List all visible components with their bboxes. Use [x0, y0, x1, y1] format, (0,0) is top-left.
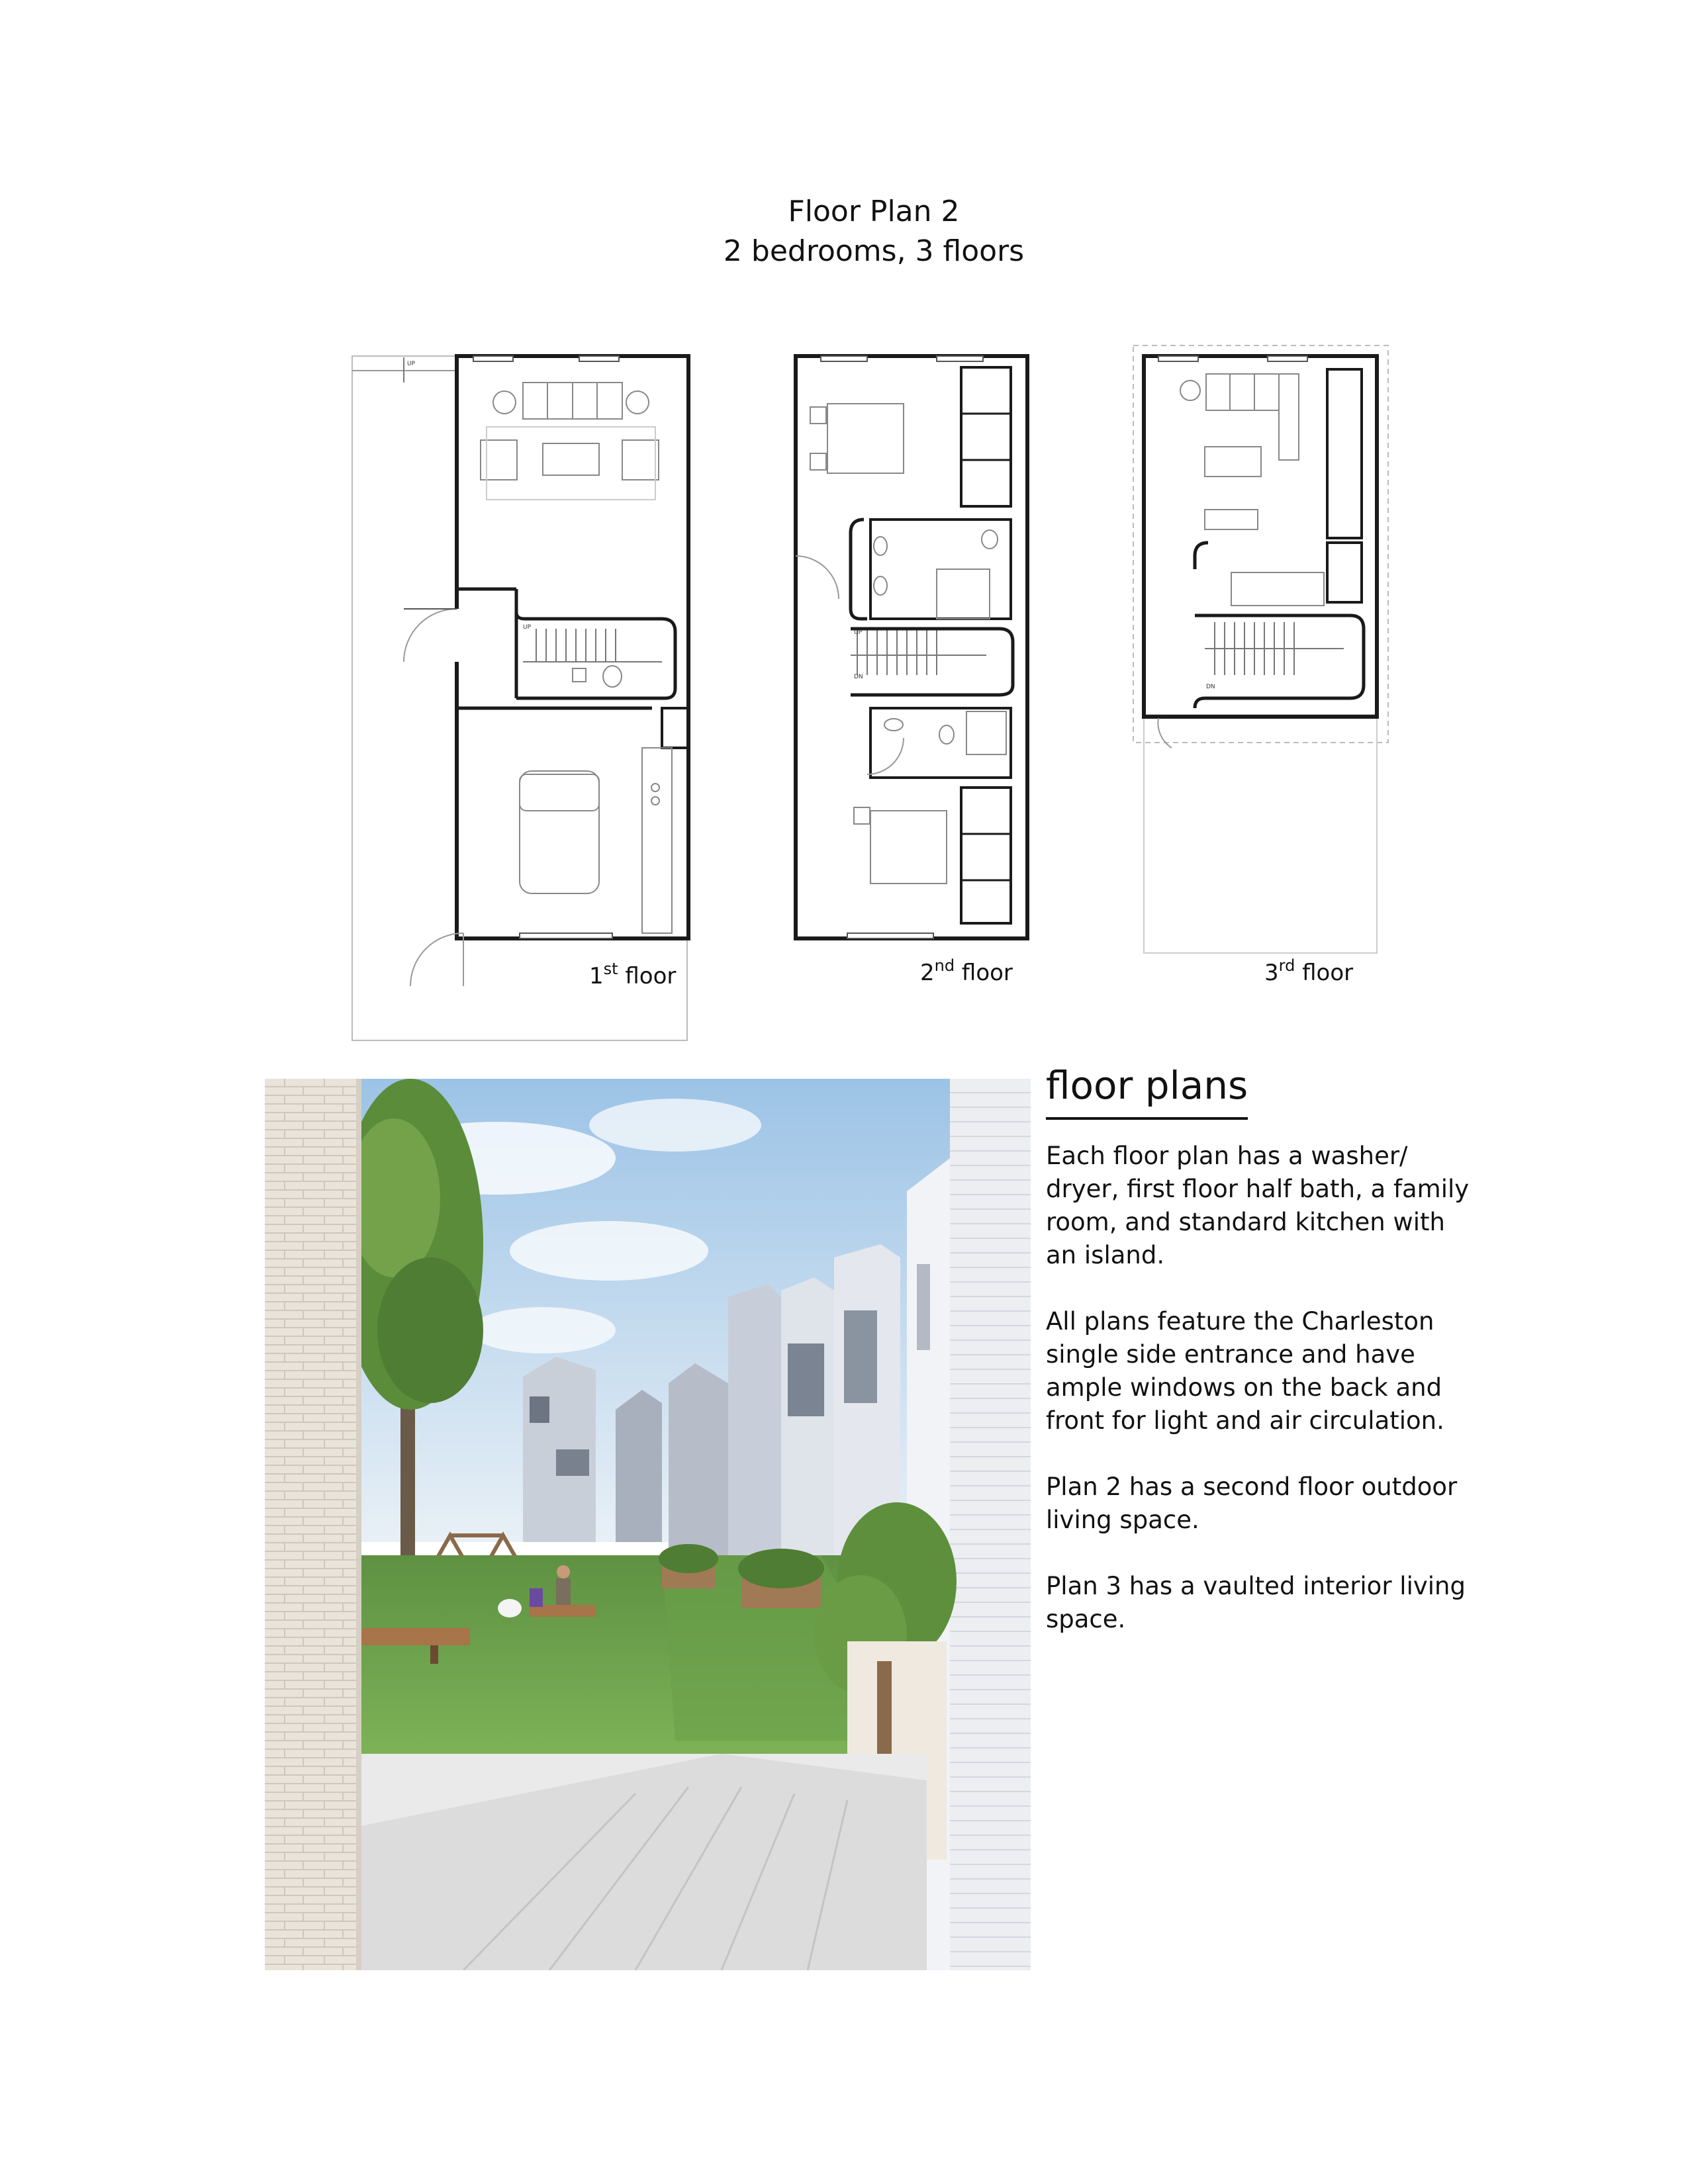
- paragraph-plan-3: Plan 3 has a vaulted interior living space.: [1046, 1572, 1466, 1633]
- floor-plans-description: [1046, 1059, 1476, 1669]
- second-floor-suffix: nd: [934, 956, 955, 975]
- second-floor-ordinal: 2: [920, 960, 935, 986]
- paragraph-features: Each floor plan has a washer/ dryer, first floor half bath, a family room, and standard kitchen with an island.: [1046, 1142, 1470, 1269]
- second-floor-plan: [788, 351, 1039, 1013]
- second-floor-word: floor: [961, 960, 1013, 986]
- up-mark-stair: UP: [523, 624, 532, 631]
- courtyard-rendering: [265, 1079, 1031, 1970]
- up-mark: UP: [407, 361, 416, 367]
- third-floor-word: floor: [1302, 960, 1354, 986]
- first-floor-suffix: st: [603, 960, 618, 978]
- third-floor-label: [1264, 956, 1354, 986]
- first-floor-label: [589, 960, 677, 989]
- page-subtitle: 2 bedrooms, 3 floors: [723, 234, 1025, 268]
- paragraph-entrance: All plans feature the Charleston single side entrance and have ample windows on the back and front for light and air circulation.: [1046, 1307, 1444, 1435]
- first-floor-plan: [351, 351, 695, 1046]
- section-heading: floor plans: [1046, 1059, 1248, 1120]
- third-floor-ordinal: 3: [1264, 960, 1279, 986]
- third-floor-plan: [1132, 344, 1397, 1006]
- up-mark-2: UP: [854, 629, 863, 636]
- third-floor-suffix: rd: [1278, 956, 1295, 975]
- second-floor-label: [920, 956, 1013, 986]
- first-floor-ordinal: 1: [589, 963, 604, 989]
- page-title: Floor Plan 2: [788, 195, 960, 228]
- first-floor-word: floor: [625, 963, 677, 989]
- down-mark-2: DN: [854, 674, 863, 680]
- paragraph-plan-2: Plan 2 has a second floor outdoor living space.: [1046, 1473, 1458, 1534]
- down-mark-3: DN: [1206, 684, 1215, 690]
